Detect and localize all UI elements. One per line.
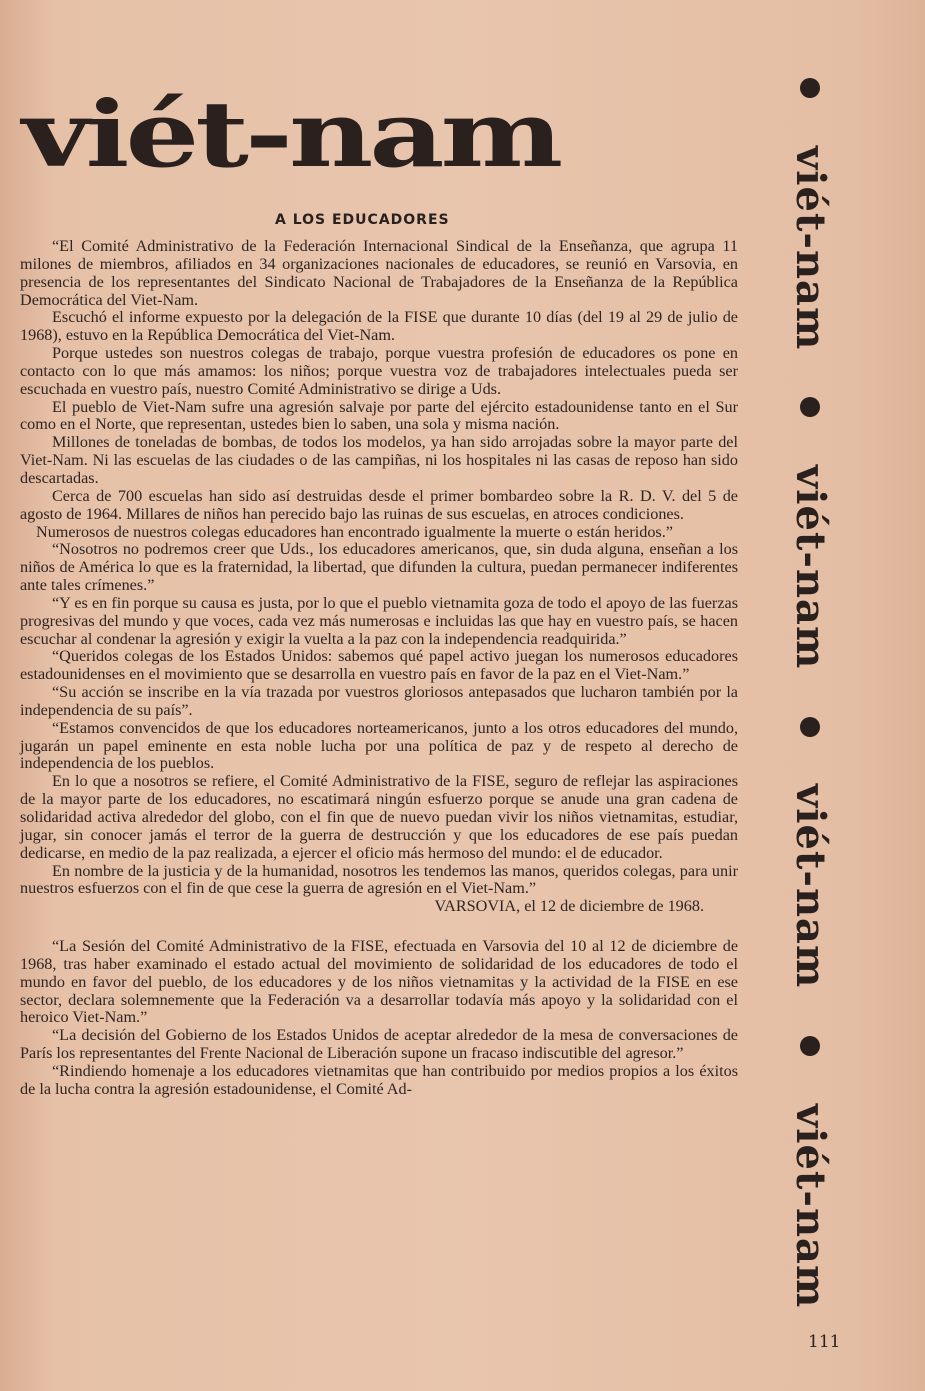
page-number: 111 — [808, 1332, 841, 1352]
paragraph: “Su acción se inscribe en la vía trazada por vuestros gloriosos antepasados que lucharon también por la independencia de su país”. — [20, 683, 738, 719]
bullet-dot — [800, 397, 820, 417]
bullet-dot — [800, 717, 820, 737]
paragraph: Cerca de 700 escuelas han sido así destruidas desde el primer bombardeo sobre la R. D. V. del 5 de agosto de 1964. Millares de niños han perecido bajo las ruinas de sus escuelas, en atroces condiciones. — [20, 486, 738, 523]
bullet-dot — [800, 78, 820, 98]
paragraph: En lo que a nosotros se refiere, el Comité Administrativo de la FISE, seguro de reflejar las aspiraciones de la mayor parte de los educadores, no escatimará ningún esfuerzo porque se anude una gran cadena de solidaridad activa alrededor del globo, con el fin que de nuevo puedan vivir los niños vietnamitas, estudiar, jugar, sin conocer jamás el terror de la guerra de destrucción y que los educadores de ese país puedan dedicarse, en medio de la paz realizada, a ejercer el oficio más hermoso del mundo: el de educador. — [20, 772, 738, 862]
paragraph: “Estamos convencidos de que los educadores norteamericanos, junto a los otros educadores del mundo, jugarán un papel eminente en esta noble lucha por una política de paz y de respeto al derecho de independencia de los pueblos. — [20, 718, 738, 773]
paragraph: “La decisión del Gobierno de los Estados Unidos de aceptar alrededor de la mesa de conversaciones de París los representantes del Frente Nacional de Liberación supone un fracaso indiscutible del agresor.” — [20, 1026, 738, 1063]
paragraph: Escuchó el informe expuesto por la delegación de la FISE que durante 10 días (del 19 al 29 de julio de 1968), estuvo en la República Democrática del Viet-Nam. — [20, 308, 738, 345]
side-strip — [786, 78, 834, 1308]
bullet-dot — [800, 1036, 820, 1056]
paragraph: Millones de toneladas de bombas, de todos los modelos, ya han sido arrojadas sobre la mayor parte del Viet-Nam. Ni las escuelas de las ciudades o de las campiñas, ni los hospitales ni las casas de reposo han sido descartadas. — [20, 433, 738, 487]
paragraph: Numerosos de nuestros colegas educadores han encontrado igualmente la muerte o están heridos.” — [36, 522, 673, 541]
section-gap — [20, 916, 738, 938]
paragraph: El pueblo de Viet-Nam sufre una agresión salvaje por parte del ejército estadounidense tanto en el Sur como en el Norte, que representan, ustedes bien lo saben, una sola y misma nación. — [20, 397, 738, 434]
paragraph: Porque ustedes son nuestros colegas de trabajo, porque vuestra profesión de educadores os pone en contacto con lo que más amamos: los niños; porque vuestra voz de trabajadores intelectuales pueda ser escuchada en vuestro país, nuestro Comité Administrativo se dirige a Uds. — [20, 344, 738, 398]
paragraph: “Y es en fin porque su causa es justa, por lo que el pueblo vietnamita goza de todo el apoyo de las fuerzas progresivas del mundo y que voces, cada vez más numerosas e incluidas las que hay en vuestro país, se hacen escuchar al condenar la agresión y exigir la vuelta a la paz con la independencia readquirida.” — [20, 593, 738, 648]
masthead-title: viét-nam — [22, 81, 560, 188]
side-strip-word: viét-nam — [787, 145, 834, 350]
dateline-signature: VARSOVIA, el 12 de diciembre de 1968. — [434, 897, 704, 916]
article-heading: A LOS EDUCADORES — [275, 212, 450, 228]
side-strip-word: viét-nam — [787, 464, 834, 670]
paragraph: En nombre de la justicia y de la humanidad, nosotros les tendemos las manos, queridos colegas, para unir nuestros esfuerzos con el fin de que cese la guerra de agresión en el Viet-Nam.” — [20, 861, 738, 898]
paragraph: “La Sesión del Comité Administrativo de la FISE, efectuada en Varsovia del 10 al 12 de diciembre de 1968, tras haber examinado el estado actual del movimiento de solidaridad de los educadores de todo el mundo en favor del pueblo, de los educadores y de los niños vietnamitas y la actividad de la FISE en ese sector, declara solemnemente que la Federación va a desarrollar todavía más apoyo y la solidaridad con el heroico Viet-Nam.” — [20, 937, 738, 1027]
article-body — [20, 238, 738, 1099]
side-strip-word: viét-nam — [787, 784, 834, 989]
paragraph: “Nosotros no podremos creer que Uds., los educadores americanos, que, sin duda alguna, enseñan a los niños de América lo que es la fraternidad, la libertad, que difunden la cultura, puedan permanecer indiferentes ante tales crímenes.” — [20, 540, 738, 595]
paragraph: “Queridos colegas de los Estados Unidos: sabemos qué papel activo juegan los numerosos educadores estadounidenses en el movimiento que se desarrolla en vuestro país en favor de la paz en el Viet-Nam.” — [20, 647, 738, 684]
side-strip-word: viét-nam — [787, 1103, 834, 1308]
paragraph: “Rindiendo homenaje a los educadores vietnamitas que han contribuido por medios propios a los éxitos de la lucha contra la agresión estadounidense, el Comité Ad- — [20, 1061, 738, 1098]
paragraph: “El Comité Administrativo de la Federación Internacional Sindical de la Enseñanza, que agrupa 11 milones de miembros, afiliados en 34 organizaciones nacionales de educadores, se reunió en Varsovia, en presencia de los representantes del Sindicato Nacional de Trabajadores de la Enseñanza de la República Democrática del Viet-Nam. — [20, 237, 738, 309]
